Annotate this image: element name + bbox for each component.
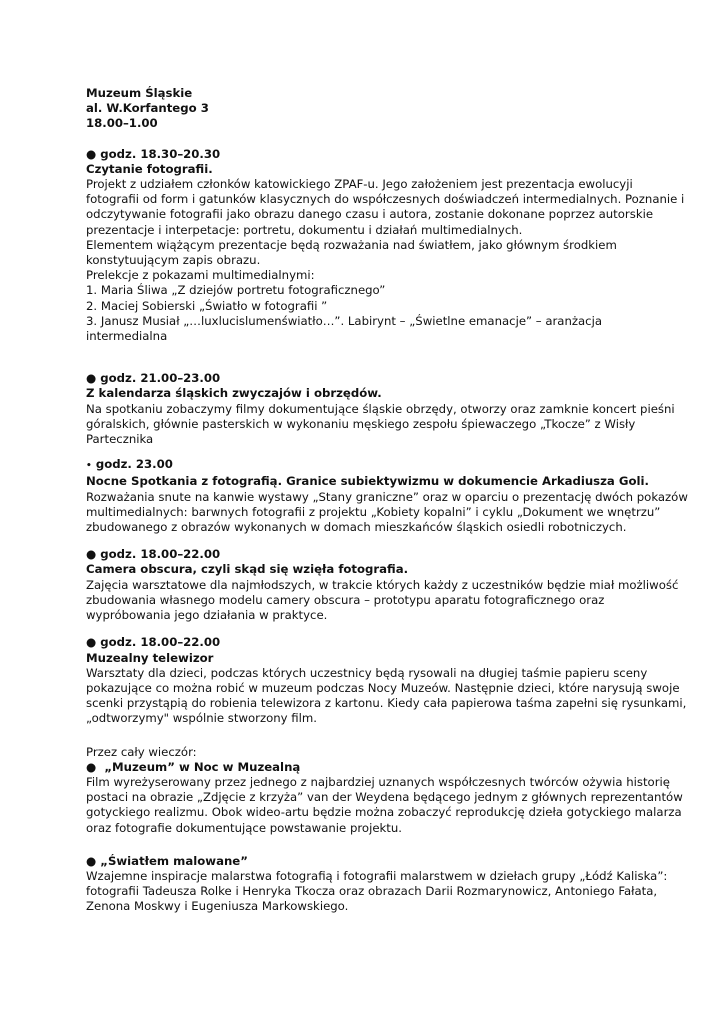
text-line: Rozważania snute na kanwie wystawy „Stany graniczne” oraz w oparciu o prezentację dwóch pokazów [86,489,688,504]
event-time: ● godz. 18.00–22.00 [86,547,221,562]
text-line: Prelekcje z pokazami multimedialnymi: [86,268,315,283]
text-line: 1. Maria Śliwa „Z dziejów portretu fotograficznego” [86,283,386,298]
event-description [86,177,685,344]
bullet-icon: ● [86,547,97,562]
text-line: Zajęcia warsztatowe dla najmłodszych, w trakcie których każdy z uczestników będzie miał możliwość [86,577,679,592]
venue-block [86,86,646,132]
evening-intro: Przez cały wieczór: [86,744,197,759]
text-line: góralskich, głównie pasterskich w wykonaniu męskiego zespołu śpiewaczego „Tkocze” z Wisły [86,416,636,431]
document-page [86,86,688,915]
evening-block-2 [86,853,668,915]
bullet-icon: ● [86,146,97,161]
text-line: fotografii od form i gatunków klasycznych do współczesnych doświadczeń intermedialnych. Poznanie i [86,192,685,207]
text-line: Elementem wiążącym prezentacje będą rozważania nad światłem, jako głównym środkiem [86,237,617,252]
text-line: gotyckiego realizmu. Obok wideo-artu będzie można zobaczyć reprodukcję dzieła gotyckiego malarza [86,805,682,820]
venue-address: al. W.Korfantego 3 [86,101,209,116]
venue-hours: 18.00–1.00 [86,116,158,131]
event-title: Z kalendarza śląskich zwyczajów i obrzędów. [86,386,382,401]
text-line: Wzajemne inspiracje malarstwa fotografią i fotografii malarstwem w dziełach grupy „Łódź Kaliska”: [86,868,668,883]
event-time: ● godz. 18.00–22.00 [86,635,221,650]
event-title: Czytanie fotografii. [86,161,213,176]
text-line: zbudowania własnego modelu camery obscura – prototypu aparatu fotograficznego oraz [86,592,605,607]
bullet-icon: • [86,461,92,472]
event-title: Nocne Spotkania z fotografią. Granice subiektywizmu w dokumencie Arkadiusza Goli. [86,474,649,489]
text-line: multimedialnych: barwnych fotografii z projektu „Kobiety kopalni” i cyklu „Dokument we wnętrzu” [86,504,661,519]
text-line: Projekt z udziałem członków katowickiego ZPAF-u. Jego założeniem jest prezentacja ewolucyji [86,177,633,192]
event-description [86,401,675,448]
event-description [86,665,687,727]
venue-name: Muzeum Śląskie [86,86,193,100]
text-line: prezentacje i interpetacje: portretu, dokumentu i działań multimedialnych. [86,222,523,237]
text-line: postaci na obrazie „Zdjęcie z krzyża” van der Weydena będącego jednym z głównych reprezentantów [86,790,683,805]
text-line: pokazujące co można robić w muzeum podczas Nocy Muzeów. Następnie dzieci, które narysują swoje [86,680,680,695]
text-line: zbudowanego z obrazów wykonanych w domach mieszkańców śląskich osiedli robotniczych. [86,520,627,535]
event-title: Camera obscura, czyli skąd się wzięła fotografia. [86,562,409,577]
text-line: scenki przystąpią do robienia telewizora z kartonu. Kiedy cała papierowa taśma zapełni się rysunkami, [86,696,687,711]
evening-item-description [86,868,668,915]
event-camera-obscura [86,547,679,623]
event-time: • godz. 23.00 [86,457,173,472]
event-description [86,489,688,536]
text-line: Na spotkaniu zobaczymy filmy dokumentujące śląskie obrzędy, otworzy oraz zamknie koncert pieśni [86,401,675,416]
text-line: 2. Maciej Sobierski „Światło w fotografii ” [86,298,328,313]
evening-item-title: ● „Muzeum” w Noc w Muzealną [86,759,301,774]
bullet-icon: ● [86,759,97,774]
event-time: ● godz. 21.00–23.00 [86,371,221,386]
text-line: Film wyreżyserowany przez jednego z najbardziej uznanych współczesnych twórców ożywia historię [86,774,670,789]
evening-block [86,744,683,836]
event-title: Muzealny telewizor [86,650,214,665]
text-line: „odtworzymy" wspólnie stworzony film. [86,711,317,726]
text-line: 3. Janusz Musiał „…luxlucislumenświatło…”. Labirynt – „Świetlne emanacje” – aranżacja [86,313,603,328]
text-line: wypróbowania jego działania w praktyce. [86,608,328,623]
text-line: Warsztaty dla dzieci, podczas których uczestnicy będą rysowali na długiej taśmie papieru sceny [86,665,648,680]
event-night-meetings [86,457,688,535]
event-time: ● godz. 18.30–20.30 [86,146,221,161]
bullet-icon: ● [86,853,97,868]
text-line: odczytywanie fotografii jako obrazu danego czasu i autora, zostanie dokonane poprzez autorskie [86,207,654,222]
event-reading-photography [86,146,685,345]
text-line: Zenona Moskwy i Eugeniusza Markowskiego. [86,899,349,914]
event-museum-tv [86,635,687,726]
bullet-icon: ● [86,635,97,650]
text-line: intermedialna [86,329,168,344]
event-description [86,577,679,624]
text-line: Partecznika [86,432,154,447]
bullet-icon: ● [86,371,97,386]
text-line: konstytuującym zapis obrazu. [86,253,261,268]
text-line: oraz fotografie dokumentujące powstawanie projektu. [86,820,402,835]
text-line: fotografii Tadeusza Rolke i Henryka Tkocza oraz obrazach Darii Rozmarynowicz, Antoniego Fałata, [86,884,658,899]
evening-item-title: ● „Światłem malowane” [86,853,248,868]
event-silesian-customs [86,371,675,447]
evening-item-description [86,774,683,836]
